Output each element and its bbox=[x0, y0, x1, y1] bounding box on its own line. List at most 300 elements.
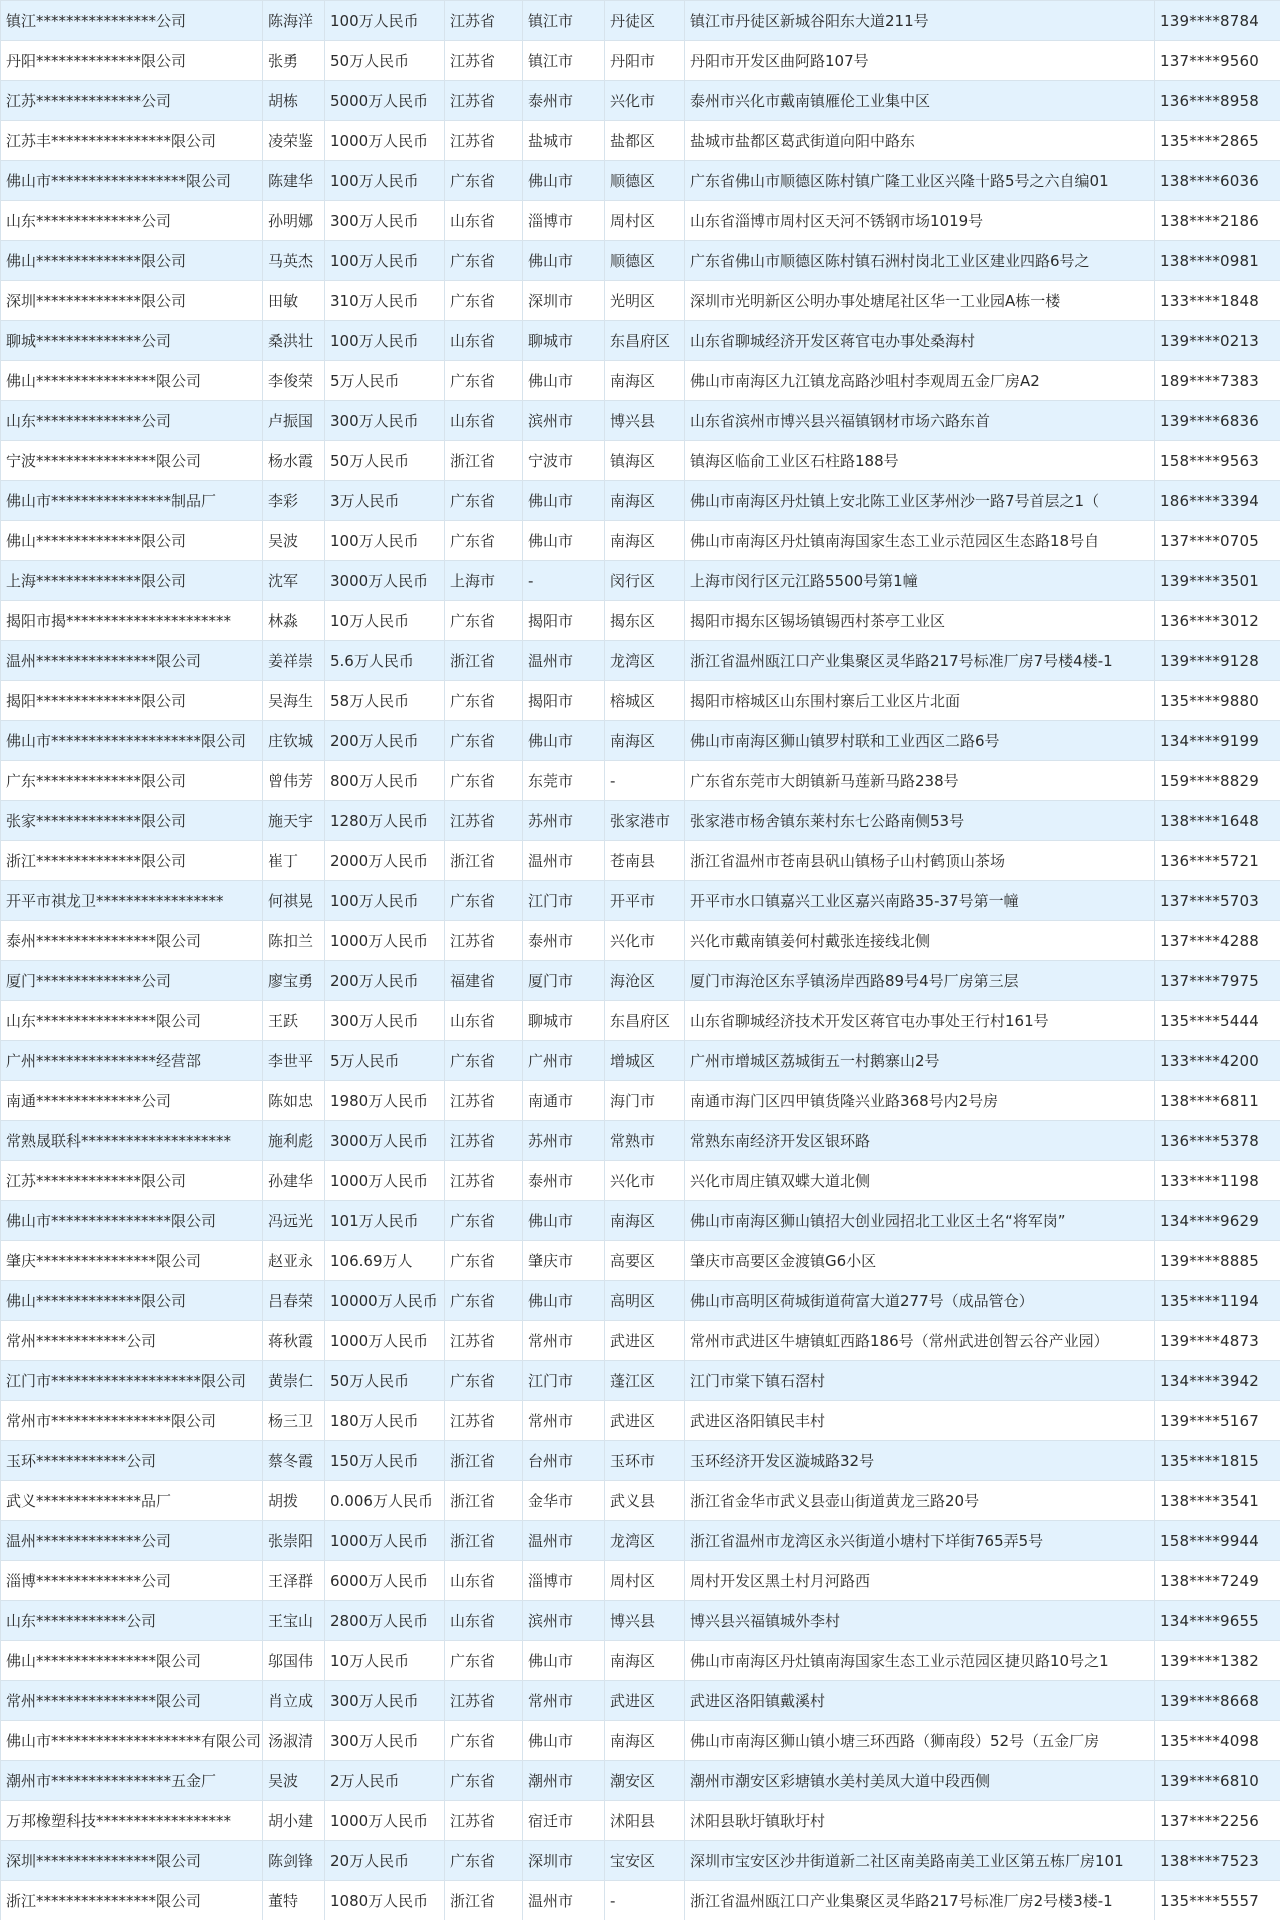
address-cell: 武进区洛阳镇戴溪村 bbox=[685, 1681, 1155, 1721]
district-cell: 武进区 bbox=[605, 1401, 685, 1441]
address-cell: 玉环经济开发区漩城路32号 bbox=[685, 1441, 1155, 1481]
district-cell: 增城区 bbox=[605, 1041, 685, 1081]
city-cell: 肇庆市 bbox=[523, 1241, 605, 1281]
contact-name-cell: 蔡冬霞 bbox=[263, 1441, 325, 1481]
registered-capital-cell: 300万人民币 bbox=[325, 1681, 445, 1721]
phone-cell: 158****9563 bbox=[1155, 441, 1280, 481]
province-cell: 浙江省 bbox=[445, 641, 523, 681]
registered-capital-cell: 1000万人民币 bbox=[325, 1161, 445, 1201]
contact-name-cell: 杨水霞 bbox=[263, 441, 325, 481]
city-cell: 聊城市 bbox=[523, 1001, 605, 1041]
address-cell: 江门市棠下镇石滘村 bbox=[685, 1361, 1155, 1401]
district-cell: 南海区 bbox=[605, 521, 685, 561]
registered-capital-cell: 50万人民币 bbox=[325, 1361, 445, 1401]
city-cell: 广州市 bbox=[523, 1041, 605, 1081]
table-row bbox=[1, 1001, 1280, 1041]
city-cell: 佛山市 bbox=[523, 1721, 605, 1761]
phone-cell: 189****7383 bbox=[1155, 361, 1280, 401]
contact-name-cell: 王泽群 bbox=[263, 1561, 325, 1601]
table-row bbox=[1, 1561, 1280, 1601]
city-cell: 泰州市 bbox=[523, 1161, 605, 1201]
table-row bbox=[1, 81, 1280, 121]
contact-name-cell: 蒋秋霞 bbox=[263, 1321, 325, 1361]
district-cell: 榕城区 bbox=[605, 681, 685, 721]
phone-cell: 136****3012 bbox=[1155, 601, 1280, 641]
table-row bbox=[1, 761, 1280, 801]
city-cell: 厦门市 bbox=[523, 961, 605, 1001]
province-cell: 广东省 bbox=[445, 1721, 523, 1761]
address-cell: 沭阳县耿圩镇耿圩村 bbox=[685, 1801, 1155, 1841]
city-cell: 常州市 bbox=[523, 1681, 605, 1721]
province-cell: 浙江省 bbox=[445, 1521, 523, 1561]
province-cell: 福建省 bbox=[445, 961, 523, 1001]
contact-name-cell: 施利彪 bbox=[263, 1121, 325, 1161]
registered-capital-cell: 0.006万人民币 bbox=[325, 1481, 445, 1521]
province-cell: 山东省 bbox=[445, 201, 523, 241]
registered-capital-cell: 5000万人民币 bbox=[325, 81, 445, 121]
district-cell: 海门市 bbox=[605, 1081, 685, 1121]
province-cell: 广东省 bbox=[445, 1841, 523, 1881]
district-cell: 丹徒区 bbox=[605, 1, 685, 41]
district-cell: 龙湾区 bbox=[605, 641, 685, 681]
phone-cell: 139****9128 bbox=[1155, 641, 1280, 681]
table-row bbox=[1, 281, 1280, 321]
registered-capital-cell: 300万人民币 bbox=[325, 201, 445, 241]
city-cell: 江门市 bbox=[523, 881, 605, 921]
phone-cell: 134****9655 bbox=[1155, 1601, 1280, 1641]
province-cell: 山东省 bbox=[445, 1601, 523, 1641]
city-cell: 深圳市 bbox=[523, 1841, 605, 1881]
district-cell: 苍南县 bbox=[605, 841, 685, 881]
province-cell: 广东省 bbox=[445, 361, 523, 401]
phone-cell: 139****0213 bbox=[1155, 321, 1280, 361]
company-name-cell: 江苏**************限公司 bbox=[1, 1161, 263, 1201]
district-cell: 南海区 bbox=[605, 481, 685, 521]
registered-capital-cell: 100万人民币 bbox=[325, 881, 445, 921]
phone-cell: 136****5721 bbox=[1155, 841, 1280, 881]
contact-name-cell: 孙明娜 bbox=[263, 201, 325, 241]
city-cell: 镇江市 bbox=[523, 41, 605, 81]
city-cell: 佛山市 bbox=[523, 721, 605, 761]
district-cell: 高明区 bbox=[605, 1281, 685, 1321]
district-cell: 开平市 bbox=[605, 881, 685, 921]
contact-name-cell: 李俊荣 bbox=[263, 361, 325, 401]
contact-name-cell: 邬国伟 bbox=[263, 1641, 325, 1681]
company-name-cell: 丹阳**************限公司 bbox=[1, 41, 263, 81]
phone-cell: 137****5703 bbox=[1155, 881, 1280, 921]
contact-name-cell: 李彩 bbox=[263, 481, 325, 521]
table-row bbox=[1, 1601, 1280, 1641]
contact-name-cell: 何祺晃 bbox=[263, 881, 325, 921]
phone-cell: 138****6036 bbox=[1155, 161, 1280, 201]
registered-capital-cell: 310万人民币 bbox=[325, 281, 445, 321]
province-cell: 广东省 bbox=[445, 481, 523, 521]
province-cell: 江苏省 bbox=[445, 1321, 523, 1361]
district-cell: 常熟市 bbox=[605, 1121, 685, 1161]
contact-name-cell: 胡小建 bbox=[263, 1801, 325, 1841]
city-cell: 佛山市 bbox=[523, 521, 605, 561]
company-name-cell: 深圳****************限公司 bbox=[1, 1841, 263, 1881]
province-cell: 江苏省 bbox=[445, 81, 523, 121]
province-cell: 广东省 bbox=[445, 1241, 523, 1281]
city-cell: 潮州市 bbox=[523, 1761, 605, 1801]
city-cell: 江门市 bbox=[523, 1361, 605, 1401]
province-cell: 江苏省 bbox=[445, 801, 523, 841]
address-cell: 山东省淄博市周村区天河不锈钢市场1019号 bbox=[685, 201, 1155, 241]
company-name-cell: 镇江****************公司 bbox=[1, 1, 263, 41]
province-cell: 山东省 bbox=[445, 1001, 523, 1041]
address-cell: 博兴县兴福镇城外李村 bbox=[685, 1601, 1155, 1641]
contact-name-cell: 李世平 bbox=[263, 1041, 325, 1081]
province-cell: 江苏省 bbox=[445, 41, 523, 81]
company-name-cell: 万邦橡塑科技****************** bbox=[1, 1801, 263, 1841]
table-row bbox=[1, 1641, 1280, 1681]
table-row bbox=[1, 1121, 1280, 1161]
company-name-cell: 佛山市****************制品厂 bbox=[1, 481, 263, 521]
district-cell: 沭阳县 bbox=[605, 1801, 685, 1841]
phone-cell: 186****3394 bbox=[1155, 481, 1280, 521]
table-row bbox=[1, 1201, 1280, 1241]
registered-capital-cell: 1000万人民币 bbox=[325, 1521, 445, 1561]
table-row bbox=[1, 1761, 1280, 1801]
district-cell: 闵行区 bbox=[605, 561, 685, 601]
address-cell: 丹阳市开发区曲阿路107号 bbox=[685, 41, 1155, 81]
registered-capital-cell: 1980万人民币 bbox=[325, 1081, 445, 1121]
company-name-cell: 江苏丰****************限公司 bbox=[1, 121, 263, 161]
district-cell: 东昌府区 bbox=[605, 1001, 685, 1041]
city-cell: 常州市 bbox=[523, 1401, 605, 1441]
address-cell: 浙江省温州瓯江口产业集聚区灵华路217号标准厂房2号楼3楼-1 bbox=[685, 1881, 1155, 1920]
address-cell: 兴化市戴南镇姜何村戴张连接线北侧 bbox=[685, 921, 1155, 961]
table-row bbox=[1, 1481, 1280, 1521]
registered-capital-cell: 100万人民币 bbox=[325, 241, 445, 281]
province-cell: 江苏省 bbox=[445, 1401, 523, 1441]
city-cell: 南通市 bbox=[523, 1081, 605, 1121]
address-cell: 佛山市南海区丹灶镇南海国家生态工业示范园区捷贝路10号之1 bbox=[685, 1641, 1155, 1681]
phone-cell: 139****1382 bbox=[1155, 1641, 1280, 1681]
table-row bbox=[1, 681, 1280, 721]
city-cell: 宿迁市 bbox=[523, 1801, 605, 1841]
address-cell: 泰州市兴化市戴南镇雁伦工业集中区 bbox=[685, 81, 1155, 121]
province-cell: 江苏省 bbox=[445, 921, 523, 961]
company-name-cell: 常熟晟联科******************** bbox=[1, 1121, 263, 1161]
address-cell: 常熟东南经济开发区银环路 bbox=[685, 1121, 1155, 1161]
table-row bbox=[1, 1281, 1280, 1321]
company-name-cell: 聊城**************公司 bbox=[1, 321, 263, 361]
province-cell: 广东省 bbox=[445, 1201, 523, 1241]
contact-name-cell: 董特 bbox=[263, 1881, 325, 1920]
province-cell: 江苏省 bbox=[445, 1681, 523, 1721]
table-row bbox=[1, 1521, 1280, 1561]
registered-capital-cell: 200万人民币 bbox=[325, 961, 445, 1001]
phone-cell: 135****4098 bbox=[1155, 1721, 1280, 1761]
phone-cell: 136****8958 bbox=[1155, 81, 1280, 121]
province-cell: 江苏省 bbox=[445, 1081, 523, 1121]
district-cell: 顺德区 bbox=[605, 161, 685, 201]
registered-capital-cell: 300万人民币 bbox=[325, 1001, 445, 1041]
phone-cell: 139****8784 bbox=[1155, 1, 1280, 41]
phone-cell: 135****5444 bbox=[1155, 1001, 1280, 1041]
table-row bbox=[1, 201, 1280, 241]
company-name-cell: 揭阳市揭********************** bbox=[1, 601, 263, 641]
city-cell: 佛山市 bbox=[523, 161, 605, 201]
contact-name-cell: 张崇阳 bbox=[263, 1521, 325, 1561]
phone-cell: 136****5378 bbox=[1155, 1121, 1280, 1161]
registered-capital-cell: 50万人民币 bbox=[325, 41, 445, 81]
district-cell: 顺德区 bbox=[605, 241, 685, 281]
table-row bbox=[1, 601, 1280, 641]
phone-cell: 135****9880 bbox=[1155, 681, 1280, 721]
province-cell: 广东省 bbox=[445, 1281, 523, 1321]
district-cell: 武进区 bbox=[605, 1321, 685, 1361]
registered-capital-cell: 2万人民币 bbox=[325, 1761, 445, 1801]
registered-capital-cell: 100万人民币 bbox=[325, 1, 445, 41]
address-cell: 广东省东莞市大朗镇新马莲新马路238号 bbox=[685, 761, 1155, 801]
phone-cell: 133****1198 bbox=[1155, 1161, 1280, 1201]
city-cell: 淄博市 bbox=[523, 201, 605, 241]
phone-cell: 138****0981 bbox=[1155, 241, 1280, 281]
contact-name-cell: 施天宇 bbox=[263, 801, 325, 841]
city-cell: - bbox=[523, 561, 605, 601]
table-row bbox=[1, 521, 1280, 561]
district-cell: 博兴县 bbox=[605, 1601, 685, 1641]
province-cell: 广东省 bbox=[445, 1761, 523, 1801]
province-cell: 浙江省 bbox=[445, 1481, 523, 1521]
contact-name-cell: 张勇 bbox=[263, 41, 325, 81]
address-cell: 广州市增城区荔城街五一村鹅寨山2号 bbox=[685, 1041, 1155, 1081]
province-cell: 浙江省 bbox=[445, 1881, 523, 1920]
company-name-cell: 佛山市********************限公司 bbox=[1, 721, 263, 761]
contact-name-cell: 马英杰 bbox=[263, 241, 325, 281]
city-cell: 揭阳市 bbox=[523, 601, 605, 641]
contact-name-cell: 陈建华 bbox=[263, 161, 325, 201]
district-cell: 周村区 bbox=[605, 1561, 685, 1601]
city-cell: 台州市 bbox=[523, 1441, 605, 1481]
phone-cell: 139****5167 bbox=[1155, 1401, 1280, 1441]
city-cell: 宁波市 bbox=[523, 441, 605, 481]
table-row bbox=[1, 1801, 1280, 1841]
phone-cell: 135****2865 bbox=[1155, 121, 1280, 161]
city-cell: 佛山市 bbox=[523, 1641, 605, 1681]
district-cell: 武义县 bbox=[605, 1481, 685, 1521]
address-cell: 山东省聊城经济技术开发区蒋官屯办事处王行村161号 bbox=[685, 1001, 1155, 1041]
address-cell: 佛山市南海区九江镇龙高路沙咀村李观周五金厂房A2 bbox=[685, 361, 1155, 401]
registered-capital-cell: 180万人民币 bbox=[325, 1401, 445, 1441]
table-row bbox=[1, 241, 1280, 281]
table-row bbox=[1, 1081, 1280, 1121]
district-cell: 丹阳市 bbox=[605, 41, 685, 81]
contact-name-cell: 沈军 bbox=[263, 561, 325, 601]
province-cell: 江苏省 bbox=[445, 1121, 523, 1161]
registered-capital-cell: 101万人民币 bbox=[325, 1201, 445, 1241]
city-cell: 温州市 bbox=[523, 641, 605, 681]
phone-cell: 133****1848 bbox=[1155, 281, 1280, 321]
district-cell: 兴化市 bbox=[605, 921, 685, 961]
company-name-cell: 南通**************公司 bbox=[1, 1081, 263, 1121]
phone-cell: 134****9629 bbox=[1155, 1201, 1280, 1241]
company-name-cell: 淄博**************公司 bbox=[1, 1561, 263, 1601]
address-cell: 揭阳市榕城区山东围村寨后工业区片北面 bbox=[685, 681, 1155, 721]
district-cell: 龙湾区 bbox=[605, 1521, 685, 1561]
contact-name-cell: 姜祥崇 bbox=[263, 641, 325, 681]
registered-capital-cell: 5.6万人民币 bbox=[325, 641, 445, 681]
province-cell: 山东省 bbox=[445, 1561, 523, 1601]
phone-cell: 137****7975 bbox=[1155, 961, 1280, 1001]
contact-name-cell: 汤淑清 bbox=[263, 1721, 325, 1761]
address-cell: 佛山市南海区狮山镇小塘三环西路（狮南段）52号（五金厂房 bbox=[685, 1721, 1155, 1761]
address-cell: 肇庆市高要区金渡镇G6小区 bbox=[685, 1241, 1155, 1281]
city-cell: 淄博市 bbox=[523, 1561, 605, 1601]
district-cell: 潮安区 bbox=[605, 1761, 685, 1801]
phone-cell: 138****7249 bbox=[1155, 1561, 1280, 1601]
contact-name-cell: 凌荣鉴 bbox=[263, 121, 325, 161]
district-cell: 南海区 bbox=[605, 721, 685, 761]
company-name-cell: 温州**************公司 bbox=[1, 1521, 263, 1561]
registered-capital-cell: 6000万人民币 bbox=[325, 1561, 445, 1601]
address-cell: 深圳市宝安区沙井街道新二社区南美路南美工业区第五栋厂房101 bbox=[685, 1841, 1155, 1881]
company-name-cell: 上海**************限公司 bbox=[1, 561, 263, 601]
registered-capital-cell: 10万人民币 bbox=[325, 601, 445, 641]
company-name-cell: 佛山市********************有限公司 bbox=[1, 1721, 263, 1761]
table-row bbox=[1, 1841, 1280, 1881]
province-cell: 广东省 bbox=[445, 1041, 523, 1081]
registered-capital-cell: 5万人民币 bbox=[325, 361, 445, 401]
district-cell: 兴化市 bbox=[605, 81, 685, 121]
province-cell: 山东省 bbox=[445, 321, 523, 361]
contact-name-cell: 陈如忠 bbox=[263, 1081, 325, 1121]
phone-cell: 135****1194 bbox=[1155, 1281, 1280, 1321]
registered-capital-cell: 1000万人民币 bbox=[325, 921, 445, 961]
registered-capital-cell: 300万人民币 bbox=[325, 401, 445, 441]
table-row bbox=[1, 1161, 1280, 1201]
address-cell: 潮州市潮安区彩塘镇水美村美凤大道中段西侧 bbox=[685, 1761, 1155, 1801]
province-cell: 广东省 bbox=[445, 761, 523, 801]
city-cell: 佛山市 bbox=[523, 1281, 605, 1321]
city-cell: 温州市 bbox=[523, 841, 605, 881]
district-cell: 张家港市 bbox=[605, 801, 685, 841]
city-cell: 苏州市 bbox=[523, 801, 605, 841]
contact-name-cell: 王宝山 bbox=[263, 1601, 325, 1641]
table-row bbox=[1, 1041, 1280, 1081]
registered-capital-cell: 2000万人民币 bbox=[325, 841, 445, 881]
registered-capital-cell: 106.69万人 bbox=[325, 1241, 445, 1281]
province-cell: 江苏省 bbox=[445, 121, 523, 161]
company-name-cell: 佛山**************限公司 bbox=[1, 521, 263, 561]
phone-cell: 139****8668 bbox=[1155, 1681, 1280, 1721]
company-name-cell: 山东************公司 bbox=[1, 1601, 263, 1641]
table-row bbox=[1, 361, 1280, 401]
phone-cell: 138****7523 bbox=[1155, 1841, 1280, 1881]
registered-capital-cell: 1000万人民币 bbox=[325, 121, 445, 161]
company-name-cell: 常州****************限公司 bbox=[1, 1681, 263, 1721]
address-cell: 开平市水口镇嘉兴工业区嘉兴南路35-37号第一幢 bbox=[685, 881, 1155, 921]
company-name-cell: 泰州****************限公司 bbox=[1, 921, 263, 961]
province-cell: 广东省 bbox=[445, 241, 523, 281]
district-cell: - bbox=[605, 761, 685, 801]
district-cell: 南海区 bbox=[605, 1201, 685, 1241]
district-cell: 博兴县 bbox=[605, 401, 685, 441]
registered-capital-cell: 200万人民币 bbox=[325, 721, 445, 761]
address-cell: 佛山市南海区丹灶镇南海国家生态工业示范园区生态路18号自 bbox=[685, 521, 1155, 561]
company-name-cell: 开平市祺龙卫***************** bbox=[1, 881, 263, 921]
contact-name-cell: 黄崇仁 bbox=[263, 1361, 325, 1401]
company-name-cell: 广东**************限公司 bbox=[1, 761, 263, 801]
contact-name-cell: 吴波 bbox=[263, 1761, 325, 1801]
contact-name-cell: 肖立成 bbox=[263, 1681, 325, 1721]
address-cell: 上海市闵行区元江路5500号第1幢 bbox=[685, 561, 1155, 601]
company-name-cell: 广州****************经营部 bbox=[1, 1041, 263, 1081]
city-cell: 盐城市 bbox=[523, 121, 605, 161]
registered-capital-cell: 1000万人民币 bbox=[325, 1801, 445, 1841]
company-name-cell: 张家**************限公司 bbox=[1, 801, 263, 841]
registered-capital-cell: 5万人民币 bbox=[325, 1041, 445, 1081]
address-cell: 山东省滨州市博兴县兴福镇钢材市场六路东首 bbox=[685, 401, 1155, 441]
phone-cell: 139****6810 bbox=[1155, 1761, 1280, 1801]
address-cell: 张家港市杨舍镇东莱村东七公路南侧53号 bbox=[685, 801, 1155, 841]
registered-capital-cell: 20万人民币 bbox=[325, 1841, 445, 1881]
registered-capital-cell: 3000万人民币 bbox=[325, 561, 445, 601]
registered-capital-cell: 800万人民币 bbox=[325, 761, 445, 801]
company-name-cell: 厦门**************公司 bbox=[1, 961, 263, 1001]
district-cell: 光明区 bbox=[605, 281, 685, 321]
province-cell: 广东省 bbox=[445, 681, 523, 721]
address-cell: 浙江省金华市武义县壶山街道黄龙三路20号 bbox=[685, 1481, 1155, 1521]
address-cell: 佛山市南海区丹灶镇上安北陈工业区茅州沙一路7号首层之1（ bbox=[685, 481, 1155, 521]
district-cell: 周村区 bbox=[605, 201, 685, 241]
table-row bbox=[1, 1, 1280, 41]
table-row bbox=[1, 321, 1280, 361]
table-row bbox=[1, 1361, 1280, 1401]
city-cell: 温州市 bbox=[523, 1521, 605, 1561]
address-cell: 佛山市南海区狮山镇罗村联和工业西区二路6号 bbox=[685, 721, 1155, 761]
phone-cell: 139****8885 bbox=[1155, 1241, 1280, 1281]
city-cell: 苏州市 bbox=[523, 1121, 605, 1161]
company-name-cell: 常州************公司 bbox=[1, 1321, 263, 1361]
province-cell: 山东省 bbox=[445, 401, 523, 441]
table-body bbox=[1, 1, 1280, 1920]
registered-capital-cell: 10万人民币 bbox=[325, 1641, 445, 1681]
district-cell: 南海区 bbox=[605, 361, 685, 401]
city-cell: 金华市 bbox=[523, 1481, 605, 1521]
contact-name-cell: 胡拨 bbox=[263, 1481, 325, 1521]
district-cell: 镇海区 bbox=[605, 441, 685, 481]
city-cell: 聊城市 bbox=[523, 321, 605, 361]
registered-capital-cell: 100万人民币 bbox=[325, 161, 445, 201]
city-cell: 泰州市 bbox=[523, 921, 605, 961]
district-cell: 武进区 bbox=[605, 1681, 685, 1721]
contact-name-cell: 杨三卫 bbox=[263, 1401, 325, 1441]
province-cell: 江苏省 bbox=[445, 1801, 523, 1841]
company-name-cell: 肇庆****************限公司 bbox=[1, 1241, 263, 1281]
company-name-cell: 宁波****************限公司 bbox=[1, 441, 263, 481]
contact-name-cell: 林淼 bbox=[263, 601, 325, 641]
province-cell: 广东省 bbox=[445, 881, 523, 921]
registered-capital-cell: 300万人民币 bbox=[325, 1721, 445, 1761]
city-cell: 滨州市 bbox=[523, 1601, 605, 1641]
table-row bbox=[1, 1321, 1280, 1361]
address-cell: 镇海区临俞工业区石柱路188号 bbox=[685, 441, 1155, 481]
company-name-cell: 浙江**************限公司 bbox=[1, 841, 263, 881]
contact-name-cell: 曾伟芳 bbox=[263, 761, 325, 801]
contact-name-cell: 崔丁 bbox=[263, 841, 325, 881]
phone-cell: 138****1648 bbox=[1155, 801, 1280, 841]
company-name-cell: 佛山市******************限公司 bbox=[1, 161, 263, 201]
address-cell: 广东省佛山市顺德区陈村镇石洲村岗北工业区建业四路6号之 bbox=[685, 241, 1155, 281]
contact-name-cell: 田敏 bbox=[263, 281, 325, 321]
table-row bbox=[1, 481, 1280, 521]
table-row bbox=[1, 961, 1280, 1001]
company-name-cell: 玉环************公司 bbox=[1, 1441, 263, 1481]
